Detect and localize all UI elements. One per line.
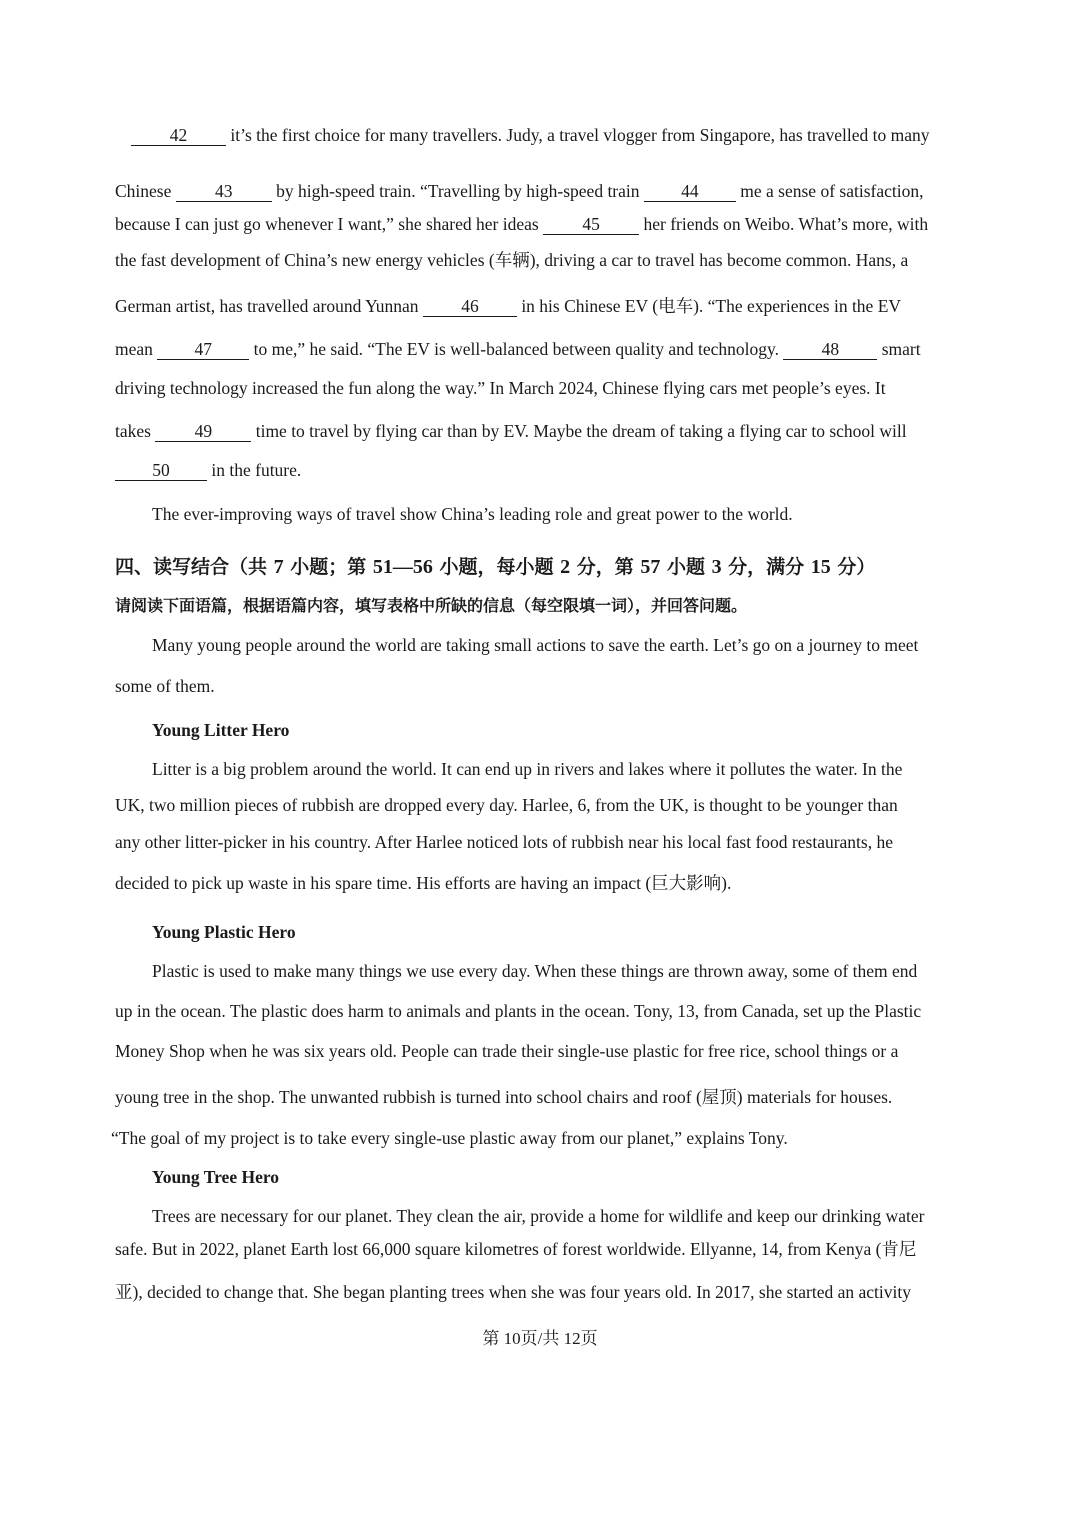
text: 分，满分 — [721, 556, 811, 578]
blank-45[interactable]: 45 — [543, 214, 639, 235]
paragraph-line: any other litter-picker in his country. After Harlee noticed lots of rubbish near his local fast food restaurants, he — [115, 832, 893, 852]
paragraph-line: UK, two million pieces of rubbish are dropped every day. Harlee, 6, from the UK, is thought to be younger than — [115, 795, 898, 815]
cloze-line-4: the fast development of China’s new energy vehicles (车辆), driving a car to travel has become common. Hans, a — [115, 250, 909, 270]
text: German artist, has travelled around Yunnan — [115, 296, 423, 316]
passage-intro-line: some of them. — [115, 676, 215, 696]
cloze-closing-line: The ever-improving ways of travel show China’s leading role and great power to the world. — [152, 504, 793, 524]
text: mean — [115, 339, 158, 359]
text: her friends on Weibo. What’s more, with — [639, 214, 929, 234]
cloze-line-8 — [115, 419, 907, 443]
text: 小题，每小题 — [432, 556, 561, 578]
text: by high-speed train. “Travelling by high-speed train — [271, 181, 644, 201]
text: 小题；第 — [283, 556, 373, 578]
paragraph-line: Plastic is used to make many things we use every day. When these things are thrown away, some of them end — [152, 961, 918, 981]
cloze-line-6 — [115, 337, 921, 361]
subheading-tree-hero: Young Tree Hero — [152, 1167, 280, 1187]
passage-intro-line: Many young people around the world are taking small actions to save the earth. Let’s go on a journey to meet — [152, 635, 919, 655]
text: to me,” he said. “The EV is well-balanced between quality and technology. — [249, 339, 784, 359]
text: because I can just go whenever I want,” she shared her ideas — [115, 214, 544, 234]
paragraph-line: “The goal of my project is to take every single-use plastic away from our planet,” explains Tony. — [111, 1128, 788, 1148]
section-heading — [115, 554, 875, 580]
text: 分） — [830, 556, 876, 578]
text: me a sense of satisfaction, — [735, 181, 924, 201]
cloze-line-1 — [131, 123, 930, 147]
blank-44[interactable]: 44 — [644, 181, 736, 202]
text: 15 — [810, 556, 831, 578]
paragraph-line: decided to pick up waste in his spare time. His efforts are having an impact (巨大影响). — [115, 873, 732, 893]
text: Chinese — [115, 181, 176, 201]
text: 2 — [560, 556, 571, 578]
page-number: 第 10页/共 12页 — [482, 1329, 598, 1348]
subheading-plastic-hero: Young Plastic Hero — [152, 922, 296, 942]
paragraph-line: 亚), decided to change that. She began planting trees when she was four years old. In 2017, she started an activity — [115, 1282, 912, 1302]
paragraph-line: safe. But in 2022, planet Earth lost 66,000 square kilometres of forest worldwide. Ellyanne, 14, from Kenya (肯尼 — [115, 1239, 917, 1259]
blank-42[interactable]: 42 — [131, 125, 226, 146]
subheading-litter-hero: Young Litter Hero — [152, 720, 290, 740]
cloze-line-2 — [115, 179, 923, 203]
text: 小题 — [660, 556, 712, 578]
paragraph-line: young tree in the shop. The unwanted rubbish is turned into school chairs and roof (屋顶) materials for houses. — [115, 1087, 893, 1107]
cloze-line-3 — [115, 212, 928, 236]
blank-48[interactable]: 48 — [783, 339, 877, 360]
text: in the future. — [207, 460, 302, 480]
text: it’s the first choice for many travellers. Judy, a travel vlogger from Singapore, has travelled to many — [226, 125, 930, 145]
blank-43[interactable]: 43 — [176, 181, 272, 202]
text: 57 — [640, 556, 661, 578]
text: 3 — [711, 556, 722, 578]
text: smart — [877, 339, 921, 359]
text: takes — [115, 421, 156, 441]
text: 51—56 — [372, 556, 433, 578]
section-instruction: 请阅读下面语篇，根据语篇内容，填写表格中所缺的信息（每空限填一词），并回答问题。 — [115, 596, 748, 615]
cloze-line-5 — [115, 294, 901, 318]
blank-47[interactable]: 47 — [157, 339, 249, 360]
cloze-line-9 — [115, 458, 301, 482]
text: 分，第 — [570, 556, 641, 578]
text: in his Chinese EV (电车). “The experiences in the EV — [516, 296, 902, 316]
cloze-line-7: driving technology increased the fun along the way.” In March 2024, Chinese flying cars met people’s eyes. It — [115, 378, 886, 398]
text: time to travel by flying car than by EV. Maybe the dream of taking a flying car to school will — [251, 421, 907, 441]
paragraph-line: Litter is a big problem around the world. It can end up in rivers and lakes where it pollutes the water. In the — [152, 759, 903, 779]
blank-50[interactable]: 50 — [115, 460, 207, 481]
blank-46[interactable]: 46 — [423, 296, 517, 317]
text: 7 — [273, 556, 284, 578]
paragraph-line: up in the ocean. The plastic does harm to animals and plants in the ocean. Tony, 13, from Canada, set up the Plastic — [115, 1001, 922, 1021]
paragraph-line: Money Shop when he was six years old. People can trade their single-use plastic for free rice, school things or a — [115, 1041, 899, 1061]
text: 四、读写结合（共 — [115, 556, 274, 578]
paragraph-line: Trees are necessary for our planet. They clean the air, provide a home for wildlife and keep our drinking water — [152, 1206, 925, 1226]
blank-49[interactable]: 49 — [155, 421, 251, 442]
